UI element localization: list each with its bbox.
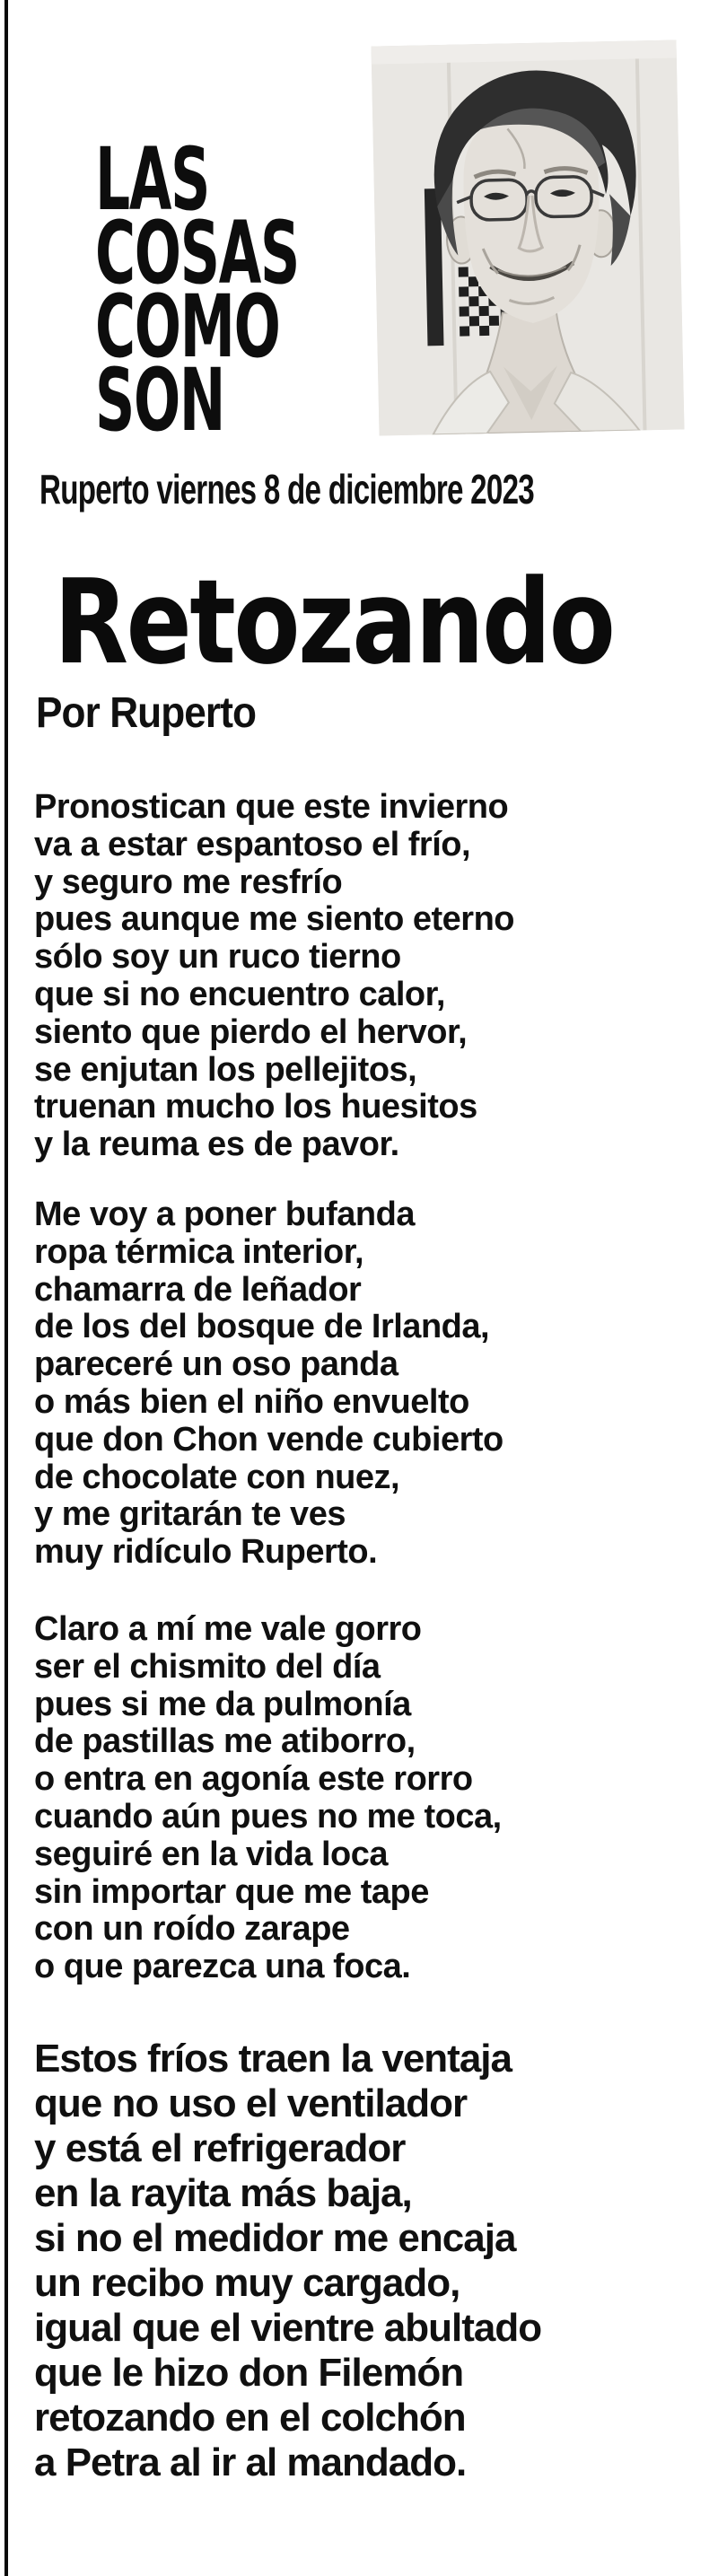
poem-line: igual que el vientre abultado [34, 2306, 542, 2350]
poem-line: de los del bosque de Irlanda, [34, 1308, 490, 1346]
masthead-title-line: LAS [95, 129, 210, 230]
masthead-title-line: COSAS [95, 203, 299, 303]
portrait-photo-sketch [371, 39, 684, 435]
poem-line: o más bien el niño envuelto [34, 1382, 469, 1421]
masthead-title [95, 129, 299, 451]
poem-line: y seguro me resfrío [34, 863, 343, 901]
article-headline: Retozando [54, 554, 614, 690]
poem-stanza-3 [34, 1611, 502, 1986]
portrait-photo [371, 39, 684, 435]
masthead-title-line: SON [95, 350, 225, 451]
article-byline: Por Ruperto [36, 689, 257, 737]
poem-line: un recibo muy cargado, [34, 2261, 460, 2305]
poem-line: ser el chismito del día [34, 1647, 381, 1686]
poem-line: pues aunque me siento eterno [34, 900, 514, 939]
left-column-rule [4, 0, 8, 2576]
poem-line: si no el medidor me encaja [34, 2216, 516, 2260]
poem-line: que le hizo don Filemón [34, 2351, 464, 2395]
poem-line: o entra en agonía este rorro [34, 1760, 473, 1799]
poem-line: que no uso el ventilador [34, 2081, 468, 2125]
poem-line: truenan mucho los huesitos [34, 1088, 477, 1126]
poem-line: cuando aún pues no me toca, [34, 1797, 502, 1836]
poem-line: Me voy a poner bufanda [34, 1196, 415, 1233]
poem-line: a Petra al ir al mandado. [34, 2440, 467, 2484]
poem-line: con un roído zarape [34, 1910, 350, 1949]
masthead-title-line: COMO [95, 276, 280, 377]
poem-line: Claro a mí me vale gorro [34, 1610, 422, 1648]
poem-line: de chocolate con nuez, [34, 1458, 400, 1496]
poem-line: pues si me da pulmonía [34, 1685, 411, 1723]
poem-line: pareceré un oso panda [34, 1345, 398, 1384]
poem-line: Estos fríos traen la ventaja [34, 2037, 512, 2081]
poem-line: seguiré en la vida loca [34, 1835, 389, 1873]
masthead-date: Ruperto viernes 8 de diciembre 2023 [39, 466, 534, 513]
poem-line: ropa térmica interior, [34, 1232, 364, 1271]
poem-line: de pastillas me atiborro, [34, 1722, 416, 1761]
poem-stanza-4 [34, 2037, 541, 2485]
poem-stanza-2 [34, 1196, 503, 1572]
poem-line: sólo soy un ruco tierno [34, 938, 401, 977]
poem-line: que si no encuentro calor, [34, 975, 445, 1013]
poem-line: chamarra de leñador [34, 1270, 362, 1309]
poem-line: sin importar que me tape [34, 1872, 429, 1911]
poem-line: muy ridículo Ruperto. [34, 1533, 378, 1572]
poem-line: va a estar espantoso el frío, [34, 825, 471, 863]
poem-line: y me gritarán te ves [34, 1495, 346, 1534]
poem-line: Pronostican que este invierno [34, 788, 509, 826]
poem-line: y la reuma es de pavor. [34, 1126, 399, 1164]
poem-line: siento que pierdo el hervor, [34, 1012, 468, 1051]
poem-stanza-1 [34, 789, 514, 1164]
poem-line: en la rayita más baja, [34, 2171, 412, 2215]
poem-line: retozando en el colchón [34, 2396, 466, 2440]
poem-line: o que parezca una foca. [34, 1948, 411, 1986]
poem-line: que don Chon vende cubierto [34, 1420, 503, 1459]
poem-line: y está el refrigerador [34, 2126, 406, 2170]
poem-line: se enjutan los pellejitos, [34, 1050, 417, 1089]
